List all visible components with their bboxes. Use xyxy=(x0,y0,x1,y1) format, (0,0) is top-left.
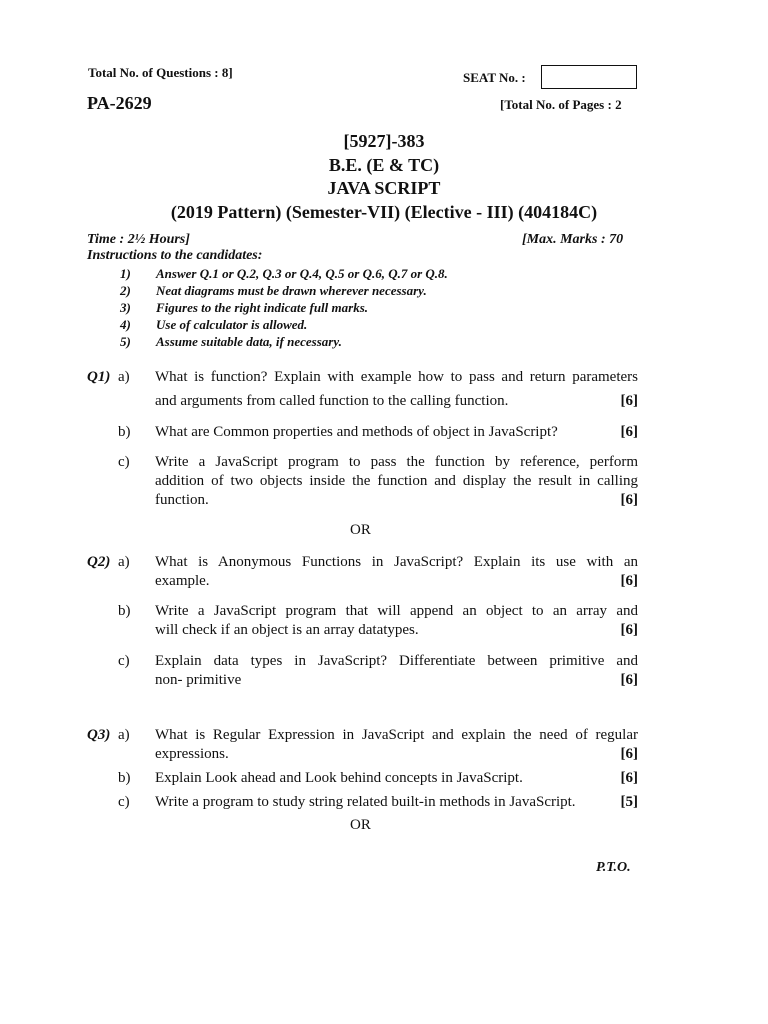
question-text: and arguments from called function to the calling function. xyxy=(155,393,509,409)
question-q1c xyxy=(87,453,638,511)
question-text: non- primitive xyxy=(155,672,242,688)
question-q3b xyxy=(87,769,638,789)
part-label: b) xyxy=(118,603,131,619)
instruction-item xyxy=(90,317,640,334)
instruction-item xyxy=(90,283,640,300)
exam-code: [5927]-383 xyxy=(343,131,425,151)
total-questions: Total No. of Questions : 8] xyxy=(88,65,233,80)
question-number: Q3) xyxy=(87,727,111,743)
seat-no-box xyxy=(541,65,637,89)
question-text: What is Regular Expression in JavaScript and explain the need of regular xyxy=(155,727,638,743)
part-label: c) xyxy=(118,454,130,470)
instruction-number: 3) xyxy=(120,300,131,315)
question-text: addition of two objects inside the function and display the result in calling xyxy=(155,473,638,489)
part-label: a) xyxy=(118,727,130,743)
marks: [6] xyxy=(620,622,638,638)
question-text: Explain Look ahead and Look behind concepts in JavaScript. xyxy=(155,770,523,786)
part-label: a) xyxy=(118,369,130,385)
time-allowed: Time : 2½ Hours] xyxy=(87,232,190,247)
instructions-heading: Instructions to the candidates: xyxy=(87,248,263,263)
part-label: b) xyxy=(118,770,131,786)
marks: [6] xyxy=(620,424,638,440)
question-text: function. xyxy=(155,492,209,508)
instruction-number: 1) xyxy=(120,266,131,281)
question-number: Q2) xyxy=(87,554,111,570)
seat-no-label: SEAT No. : xyxy=(463,70,526,85)
degree: B.E. (E & TC) xyxy=(328,155,440,175)
question-q1b xyxy=(87,423,638,443)
question-text: What is Anonymous Functions in JavaScript? Explain its use with an xyxy=(155,554,638,570)
question-q3a xyxy=(87,726,638,766)
paper-code: PA-2629 xyxy=(87,93,152,113)
pattern: (2019 Pattern) (Semester-VII) (Elective - III) (404184C) xyxy=(170,202,598,222)
question-q1a xyxy=(87,368,638,412)
question-q3c xyxy=(87,793,638,813)
part-label: c) xyxy=(118,794,130,810)
instruction-item xyxy=(90,334,640,351)
question-text: Explain data types in JavaScript? Differentiate between primitive and xyxy=(155,653,638,669)
or-separator: OR xyxy=(350,817,371,833)
instruction-text: Neat diagrams must be drawn wherever necessary. xyxy=(156,283,427,298)
question-text: What are Common properties and methods of object in JavaScript? xyxy=(155,424,558,440)
instruction-text: Answer Q.1 or Q.2, Q.3 or Q.4, Q.5 or Q.6, Q.7 or Q.8. xyxy=(156,266,448,281)
instruction-number: 4) xyxy=(120,317,131,332)
please-turn-over: P.T.O. xyxy=(596,860,631,875)
marks: [6] xyxy=(620,746,638,762)
instruction-number: 2) xyxy=(120,283,131,298)
question-text: Write a program to study string related built-in methods in JavaScript. xyxy=(155,794,576,810)
marks: [5] xyxy=(620,794,638,810)
instruction-text: Assume suitable data, if necessary. xyxy=(156,334,342,349)
instruction-item xyxy=(90,266,640,283)
question-text: Write a JavaScript program to pass the function by reference, perform xyxy=(155,454,638,470)
question-q2a xyxy=(87,553,638,593)
question-text: Write a JavaScript program that will append an object to an array and xyxy=(155,603,638,619)
instruction-item xyxy=(90,300,640,317)
instruction-text: Use of calculator is allowed. xyxy=(156,317,308,332)
marks: [6] xyxy=(620,492,638,508)
question-text: example. xyxy=(155,573,210,589)
question-number: Q1) xyxy=(87,369,111,385)
question-text: will check if an object is an array datatypes. xyxy=(155,622,419,638)
marks: [6] xyxy=(620,393,638,409)
instruction-number: 5) xyxy=(120,334,131,349)
marks: [6] xyxy=(620,770,638,786)
subject: JAVA SCRIPT xyxy=(327,178,441,198)
question-q2b xyxy=(87,602,638,642)
question-q2c xyxy=(87,652,638,692)
instruction-text: Figures to the right indicate full marks. xyxy=(156,300,369,315)
max-marks: [Max. Marks : 70 xyxy=(522,232,624,247)
part-label: c) xyxy=(118,653,130,669)
part-label: a) xyxy=(118,554,130,570)
or-separator: OR xyxy=(350,522,371,538)
part-label: b) xyxy=(118,424,131,440)
question-text: What is function? Explain with example how to pass and return parameters xyxy=(155,369,638,385)
marks: [6] xyxy=(620,672,638,688)
question-text: expressions. xyxy=(155,746,229,762)
marks: [6] xyxy=(620,573,638,589)
total-pages: [Total No. of Pages : 2 xyxy=(500,97,622,112)
